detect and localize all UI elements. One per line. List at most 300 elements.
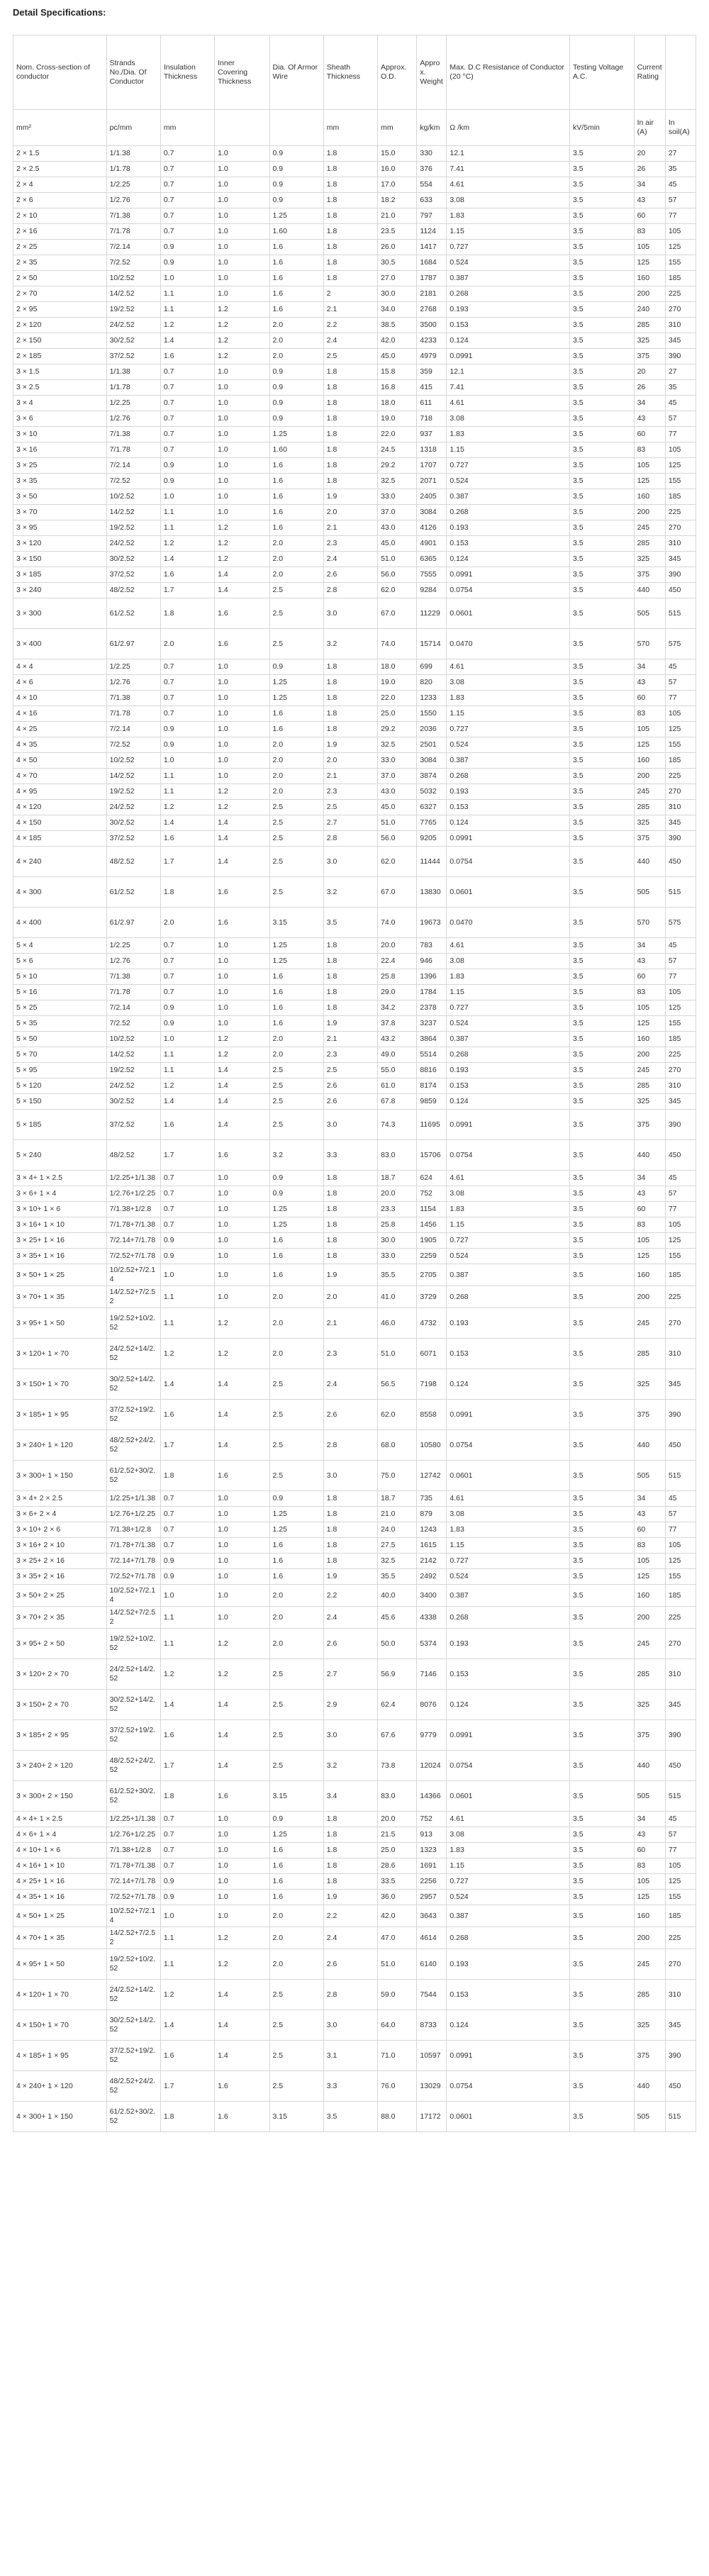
cell-test-voltage: 3.5 (569, 1720, 634, 1751)
cell-od: 76.0 (378, 2071, 417, 2102)
cell-inner-covering: 1.2 (215, 784, 269, 800)
cell-od: 40.0 (378, 1585, 417, 1607)
cell-weight: 1318 (417, 442, 447, 458)
cell-weight: 9205 (417, 831, 447, 847)
cell-armor-wire: 1.6 (269, 1016, 323, 1032)
unit-cell-od: mm (378, 110, 417, 146)
cell-resistance: 0.268 (447, 1047, 570, 1063)
cell-test-voltage: 3.5 (569, 583, 634, 598)
cell-test-voltage: 3.5 (569, 1507, 634, 1522)
cell-current-soil: 345 (665, 333, 696, 349)
cell-strands: 1/2.76 (106, 193, 160, 208)
cell-cross-section: 3 × 16 (13, 442, 107, 458)
header-cell-weight: Approx. Weight (417, 35, 447, 110)
cell-current-air: 105 (634, 1874, 665, 1890)
cell-cross-section: 3 × 10+ 1 × 6 (13, 1202, 107, 1217)
cell-strands: 19/2.52 (106, 784, 160, 800)
cell-current-air: 160 (634, 753, 665, 769)
cell-armor-wire: 2.5 (269, 1369, 323, 1400)
cell-armor-wire: 1.25 (269, 691, 323, 706)
cell-cross-section: 2 × 35 (13, 255, 107, 271)
cell-test-voltage: 3.5 (569, 240, 634, 255)
cell-armor-wire: 0.9 (269, 193, 323, 208)
cell-cross-section: 3 × 16+ 1 × 10 (13, 1217, 107, 1233)
table-row (13, 1569, 696, 1585)
table-row (13, 302, 696, 318)
cell-strands: 1/2.25 (106, 177, 160, 193)
cell-resistance: 0.387 (447, 1905, 570, 1927)
cell-sheath: 2.9 (323, 1690, 377, 1720)
table-row (13, 1890, 696, 1905)
cell-cross-section: 5 × 240 (13, 1140, 107, 1171)
cell-resistance: 0.0601 (447, 1781, 570, 1812)
cell-test-voltage: 3.5 (569, 162, 634, 177)
cell-insulation: 0.7 (160, 208, 214, 224)
cell-test-voltage: 3.5 (569, 969, 634, 985)
cell-weight: 4614 (417, 1927, 447, 1949)
cell-sheath: 1.9 (323, 1569, 377, 1585)
cell-resistance: 3.08 (447, 1507, 570, 1522)
cell-inner-covering: 1.0 (215, 969, 269, 985)
cell-od: 29.2 (378, 722, 417, 737)
cell-cross-section: 3 × 95+ 1 × 50 (13, 1308, 107, 1339)
cell-current-air: 34 (634, 938, 665, 954)
cell-resistance: 4.61 (447, 1812, 570, 1827)
cell-insulation: 1.0 (160, 1585, 214, 1607)
cell-resistance: 0.193 (447, 784, 570, 800)
cell-cross-section: 3 × 300+ 2 × 150 (13, 1781, 107, 1812)
cell-test-voltage: 3.5 (569, 536, 634, 552)
cell-strands: 14/2.52 (106, 505, 160, 520)
cell-armor-wire: 1.6 (269, 520, 323, 536)
header-cell-test-voltage: Testing Voltage A.C. (569, 35, 634, 110)
cell-weight: 752 (417, 1812, 447, 1827)
cell-armor-wire: 0.9 (269, 364, 323, 380)
cell-sheath: 2.7 (323, 1659, 377, 1690)
cell-od: 71.0 (378, 2041, 417, 2071)
cell-current-air: 43 (634, 1507, 665, 1522)
cell-sheath: 2.4 (323, 1927, 377, 1949)
cell-current-air: 43 (634, 675, 665, 691)
cell-weight: 3400 (417, 1585, 447, 1607)
cell-sheath: 1.8 (323, 954, 377, 969)
cell-armor-wire: 1.6 (269, 255, 323, 271)
cell-weight: 7146 (417, 1659, 447, 1690)
cell-inner-covering: 1.0 (215, 271, 269, 286)
cell-armor-wire: 1.25 (269, 208, 323, 224)
cell-resistance: 0.0991 (447, 1110, 570, 1140)
cell-current-air: 325 (634, 815, 665, 831)
cell-od: 25.8 (378, 1217, 417, 1233)
cell-insulation: 0.7 (160, 162, 214, 177)
cell-test-voltage: 3.5 (569, 769, 634, 784)
cell-od: 88.0 (378, 2102, 417, 2132)
cell-current-soil: 225 (665, 505, 696, 520)
cell-strands: 24/2.52 (106, 1078, 160, 1094)
cell-weight: 611 (417, 396, 447, 411)
cell-current-air: 325 (634, 333, 665, 349)
cell-armor-wire: 1.25 (269, 938, 323, 954)
cell-armor-wire: 0.9 (269, 411, 323, 427)
cell-current-air: 83 (634, 985, 665, 1000)
cell-inner-covering: 1.4 (215, 1400, 269, 1430)
cell-current-air: 375 (634, 1720, 665, 1751)
cell-current-soil: 310 (665, 318, 696, 333)
cell-sheath: 2.0 (323, 505, 377, 520)
cell-test-voltage: 3.5 (569, 2071, 634, 2102)
cell-inner-covering: 1.0 (215, 1491, 269, 1507)
cell-resistance: 0.0991 (447, 831, 570, 847)
cell-inner-covering: 1.0 (215, 411, 269, 427)
cell-current-air: 240 (634, 302, 665, 318)
cell-strands: 1/2.25 (106, 938, 160, 954)
table-row (13, 2102, 696, 2132)
cell-cross-section: 3 × 25 (13, 458, 107, 474)
cell-inner-covering: 1.2 (215, 520, 269, 536)
cell-test-voltage: 3.5 (569, 1659, 634, 1690)
cell-inner-covering: 1.4 (215, 1751, 269, 1781)
cell-current-soil: 77 (665, 1843, 696, 1858)
cell-test-voltage: 3.5 (569, 800, 634, 815)
cell-insulation: 0.7 (160, 1171, 214, 1186)
cell-resistance: 0.268 (447, 286, 570, 302)
cell-armor-wire: 2.5 (269, 598, 323, 629)
table-row (13, 318, 696, 333)
cell-inner-covering: 1.2 (215, 302, 269, 318)
cell-strands: 7/1.38 (106, 208, 160, 224)
cell-test-voltage: 3.5 (569, 1186, 634, 1202)
cell-current-air: 34 (634, 1491, 665, 1507)
cell-sheath: 2.1 (323, 769, 377, 784)
table-row (13, 1063, 696, 1078)
cell-sheath: 3.0 (323, 2010, 377, 2041)
cell-strands: 1/2.76 (106, 411, 160, 427)
cell-strands: 7/2.52+7/1.78 (106, 1569, 160, 1585)
cell-current-soil: 77 (665, 691, 696, 706)
table-row (13, 691, 696, 706)
cell-od: 49.0 (378, 1047, 417, 1063)
cell-test-voltage: 3.5 (569, 567, 634, 583)
cell-current-air: 440 (634, 1751, 665, 1781)
cell-cross-section: 2 × 2.5 (13, 162, 107, 177)
cell-inner-covering: 1.4 (215, 2041, 269, 2071)
table-row (13, 567, 696, 583)
cell-cross-section: 4 × 150 (13, 815, 107, 831)
cell-test-voltage: 3.5 (569, 1016, 634, 1032)
cell-test-voltage: 3.5 (569, 474, 634, 489)
cell-current-soil: 35 (665, 162, 696, 177)
cell-resistance: 0.387 (447, 271, 570, 286)
cell-test-voltage: 3.5 (569, 1249, 634, 1264)
cell-weight: 8558 (417, 1400, 447, 1430)
cell-od: 74.0 (378, 629, 417, 659)
cell-weight: 1417 (417, 240, 447, 255)
cell-current-air: 125 (634, 1890, 665, 1905)
cell-armor-wire: 2.5 (269, 1720, 323, 1751)
cell-armor-wire: 2.0 (269, 769, 323, 784)
cell-current-soil: 310 (665, 536, 696, 552)
cell-armor-wire: 2.5 (269, 2071, 323, 2102)
cell-cross-section: 3 × 120+ 1 × 70 (13, 1339, 107, 1369)
cell-test-voltage: 3.5 (569, 2041, 634, 2071)
cell-current-soil: 310 (665, 800, 696, 815)
cell-sheath: 1.8 (323, 985, 377, 1000)
table-row (13, 722, 696, 737)
cell-armor-wire: 0.9 (269, 1186, 323, 1202)
cell-insulation: 1.0 (160, 1264, 214, 1286)
cell-inner-covering: 1.0 (215, 1554, 269, 1569)
cell-inner-covering: 1.0 (215, 1827, 269, 1843)
cell-cross-section: 3 × 120 (13, 536, 107, 552)
cell-test-voltage: 3.5 (569, 333, 634, 349)
cell-strands: 1/2.76 (106, 675, 160, 691)
cell-strands: 7/1.78+7/1.38 (106, 1538, 160, 1554)
cell-strands: 10/2.52 (106, 271, 160, 286)
cell-current-soil: 310 (665, 1659, 696, 1690)
cell-current-soil: 57 (665, 1827, 696, 1843)
cell-armor-wire: 2.5 (269, 877, 323, 908)
cell-inner-covering: 1.0 (215, 1607, 269, 1629)
cell-inner-covering: 1.0 (215, 1843, 269, 1858)
cell-strands: 7/2.52+7/1.78 (106, 1890, 160, 1905)
table-row (13, 1078, 696, 1094)
table-row (13, 1858, 696, 1874)
cell-cross-section: 4 × 25 (13, 722, 107, 737)
cell-test-voltage: 3.5 (569, 2010, 634, 2041)
unit-cell-insulation: mm (160, 110, 214, 146)
cell-test-voltage: 3.5 (569, 1308, 634, 1339)
cell-sheath: 1.8 (323, 938, 377, 954)
cell-sheath: 1.8 (323, 1843, 377, 1858)
cell-insulation: 1.4 (160, 333, 214, 349)
cell-strands: 30/2.52+14/2.52 (106, 1369, 160, 1400)
cell-resistance: 0.0754 (447, 1751, 570, 1781)
cell-strands: 7/2.14 (106, 1000, 160, 1016)
table-row (13, 675, 696, 691)
cell-current-soil: 270 (665, 1629, 696, 1659)
cell-insulation: 0.7 (160, 364, 214, 380)
cell-sheath: 1.8 (323, 1538, 377, 1554)
cell-armor-wire: 3.2 (269, 1140, 323, 1171)
cell-armor-wire: 2.0 (269, 1905, 323, 1927)
cell-current-air: 285 (634, 1980, 665, 2010)
cell-resistance: 3.08 (447, 954, 570, 969)
cell-armor-wire: 1.6 (269, 1858, 323, 1874)
cell-strands: 19/2.52 (106, 520, 160, 536)
cell-cross-section: 3 × 240 (13, 583, 107, 598)
cell-insulation: 1.6 (160, 1110, 214, 1140)
cell-weight: 8816 (417, 1063, 447, 1078)
cell-insulation: 0.7 (160, 396, 214, 411)
cell-resistance: 0.387 (447, 1264, 570, 1286)
cell-inner-covering: 1.0 (215, 1286, 269, 1308)
cell-armor-wire: 2.0 (269, 1607, 323, 1629)
cell-resistance: 1.15 (447, 985, 570, 1000)
cell-weight: 19673 (417, 908, 447, 938)
cell-resistance: 4.61 (447, 659, 570, 675)
cell-weight: 5032 (417, 784, 447, 800)
cell-od: 51.0 (378, 552, 417, 567)
cell-weight: 2378 (417, 1000, 447, 1016)
cell-inner-covering: 1.0 (215, 1000, 269, 1016)
cell-od: 29.2 (378, 458, 417, 474)
cell-sheath: 1.9 (323, 1264, 377, 1286)
cell-armor-wire: 1.6 (269, 1843, 323, 1858)
cell-weight: 1615 (417, 1538, 447, 1554)
cell-strands: 1/2.25 (106, 396, 160, 411)
cell-cross-section: 4 × 240+ 1 × 120 (13, 2071, 107, 2102)
cell-weight: 415 (417, 380, 447, 396)
cell-inner-covering: 1.4 (215, 1980, 269, 2010)
cell-current-air: 34 (634, 396, 665, 411)
cell-cross-section: 4 × 120+ 1 × 70 (13, 1980, 107, 2010)
cell-current-soil: 105 (665, 1217, 696, 1233)
cell-inner-covering: 1.2 (215, 1339, 269, 1369)
cell-resistance: 0.193 (447, 520, 570, 536)
cell-weight: 5514 (417, 1047, 447, 1063)
cell-current-air: 375 (634, 567, 665, 583)
cell-armor-wire: 0.9 (269, 380, 323, 396)
cell-weight: 1323 (417, 1843, 447, 1858)
cell-strands: 1/2.76+1/2.25 (106, 1186, 160, 1202)
cell-current-soil: 225 (665, 1927, 696, 1949)
cell-inner-covering: 1.0 (215, 162, 269, 177)
cell-test-voltage: 3.5 (569, 753, 634, 769)
cell-test-voltage: 3.5 (569, 1629, 634, 1659)
cell-cross-section: 5 × 185 (13, 1110, 107, 1140)
cell-armor-wire: 1.6 (269, 1000, 323, 1016)
cell-current-soil: 45 (665, 1171, 696, 1186)
cell-cross-section: 2 × 1.5 (13, 146, 107, 162)
cell-cross-section: 2 × 50 (13, 271, 107, 286)
cell-od: 21.0 (378, 1507, 417, 1522)
cell-armor-wire: 2.0 (269, 318, 323, 333)
cell-weight: 554 (417, 177, 447, 193)
cell-inner-covering: 1.4 (215, 1369, 269, 1400)
cell-sheath: 2.3 (323, 784, 377, 800)
cell-od: 62.4 (378, 1690, 417, 1720)
cell-test-voltage: 3.5 (569, 1491, 634, 1507)
cell-insulation: 1.6 (160, 1400, 214, 1430)
cell-current-air: 440 (634, 1140, 665, 1171)
cell-strands: 7/1.78 (106, 985, 160, 1000)
cell-cross-section: 5 × 50 (13, 1032, 107, 1047)
cell-resistance: 0.153 (447, 1980, 570, 2010)
table-row (13, 411, 696, 427)
cell-armor-wire: 1.6 (269, 271, 323, 286)
cell-weight: 3864 (417, 1032, 447, 1047)
cell-armor-wire: 2.0 (269, 333, 323, 349)
cell-strands: 1/2.76+1/2.25 (106, 1827, 160, 1843)
cell-sheath: 1.8 (323, 1522, 377, 1538)
cell-strands: 7/2.14 (106, 722, 160, 737)
cell-strands: 19/2.52 (106, 302, 160, 318)
cell-resistance: 0.727 (447, 1000, 570, 1016)
table-row (13, 1094, 696, 1110)
cell-od: 33.0 (378, 753, 417, 769)
cell-strands: 19/2.52+10/2.52 (106, 1949, 160, 1980)
cell-test-voltage: 3.5 (569, 706, 634, 722)
cell-weight: 699 (417, 659, 447, 675)
unit-row (13, 110, 696, 146)
table-row (13, 162, 696, 177)
cell-current-air: 245 (634, 1949, 665, 1980)
cell-cross-section: 4 × 70+ 1 × 35 (13, 1927, 107, 1949)
cell-strands: 19/2.52 (106, 1063, 160, 1078)
cell-insulation: 1.4 (160, 1369, 214, 1400)
cell-test-voltage: 3.5 (569, 1569, 634, 1585)
cell-inner-covering: 1.0 (215, 146, 269, 162)
cell-sheath: 1.9 (323, 1016, 377, 1032)
cell-current-air: 105 (634, 458, 665, 474)
cell-test-voltage: 3.5 (569, 985, 634, 1000)
cell-test-voltage: 3.5 (569, 411, 634, 427)
cell-cross-section: 3 × 25+ 2 × 16 (13, 1554, 107, 1569)
cell-inner-covering: 1.6 (215, 1461, 269, 1491)
cell-inner-covering: 1.0 (215, 489, 269, 505)
cell-test-voltage: 3.5 (569, 675, 634, 691)
cell-insulation: 1.2 (160, 1339, 214, 1369)
cell-armor-wire: 0.9 (269, 1491, 323, 1507)
cell-strands: 7/2.14 (106, 240, 160, 255)
cell-strands: 14/2.52+7/2.52 (106, 1927, 160, 1949)
cell-current-air: 34 (634, 177, 665, 193)
table-row (13, 1016, 696, 1032)
cell-strands: 7/1.78+7/1.38 (106, 1858, 160, 1874)
cell-od: 27.5 (378, 1538, 417, 1554)
table-row (13, 1781, 696, 1812)
cell-current-soil: 515 (665, 2102, 696, 2132)
cell-sheath: 2.3 (323, 1339, 377, 1369)
cell-weight: 2256 (417, 1874, 447, 1890)
cell-cross-section: 4 × 150+ 1 × 70 (13, 2010, 107, 2041)
cell-test-voltage: 3.5 (569, 1430, 634, 1461)
cell-weight: 633 (417, 193, 447, 208)
cell-resistance: 3.08 (447, 411, 570, 427)
cell-insulation: 1.8 (160, 598, 214, 629)
cell-od: 42.0 (378, 333, 417, 349)
cell-weight: 4126 (417, 520, 447, 536)
cell-current-soil: 310 (665, 1980, 696, 2010)
cell-strands: 61/2.52 (106, 877, 160, 908)
cell-od: 32.5 (378, 1554, 417, 1569)
cell-weight: 12742 (417, 1461, 447, 1491)
cell-test-voltage: 3.5 (569, 1369, 634, 1400)
cell-weight: 820 (417, 675, 447, 691)
cell-insulation: 1.4 (160, 552, 214, 567)
cell-inner-covering: 1.0 (215, 1264, 269, 1286)
cell-insulation: 0.7 (160, 177, 214, 193)
cell-sheath: 1.8 (323, 458, 377, 474)
cell-inner-covering: 1.2 (215, 800, 269, 815)
cell-inner-covering: 1.2 (215, 1927, 269, 1949)
cell-strands: 61/2.52+30/2.52 (106, 1461, 160, 1491)
cell-od: 83.0 (378, 1140, 417, 1171)
cell-current-air: 200 (634, 505, 665, 520)
cell-strands: 37/2.52 (106, 349, 160, 364)
cell-cross-section: 4 × 25+ 1 × 16 (13, 1874, 107, 1890)
cell-armor-wire: 1.25 (269, 675, 323, 691)
cell-strands: 48/2.52 (106, 1140, 160, 1171)
table-row (13, 442, 696, 458)
cell-od: 23.3 (378, 1202, 417, 1217)
cell-current-soil: 575 (665, 908, 696, 938)
cell-insulation: 0.9 (160, 1016, 214, 1032)
cell-od: 51.0 (378, 815, 417, 831)
cell-strands: 48/2.52 (106, 847, 160, 877)
table-row (13, 784, 696, 800)
header-cell-current-soil (665, 35, 696, 110)
